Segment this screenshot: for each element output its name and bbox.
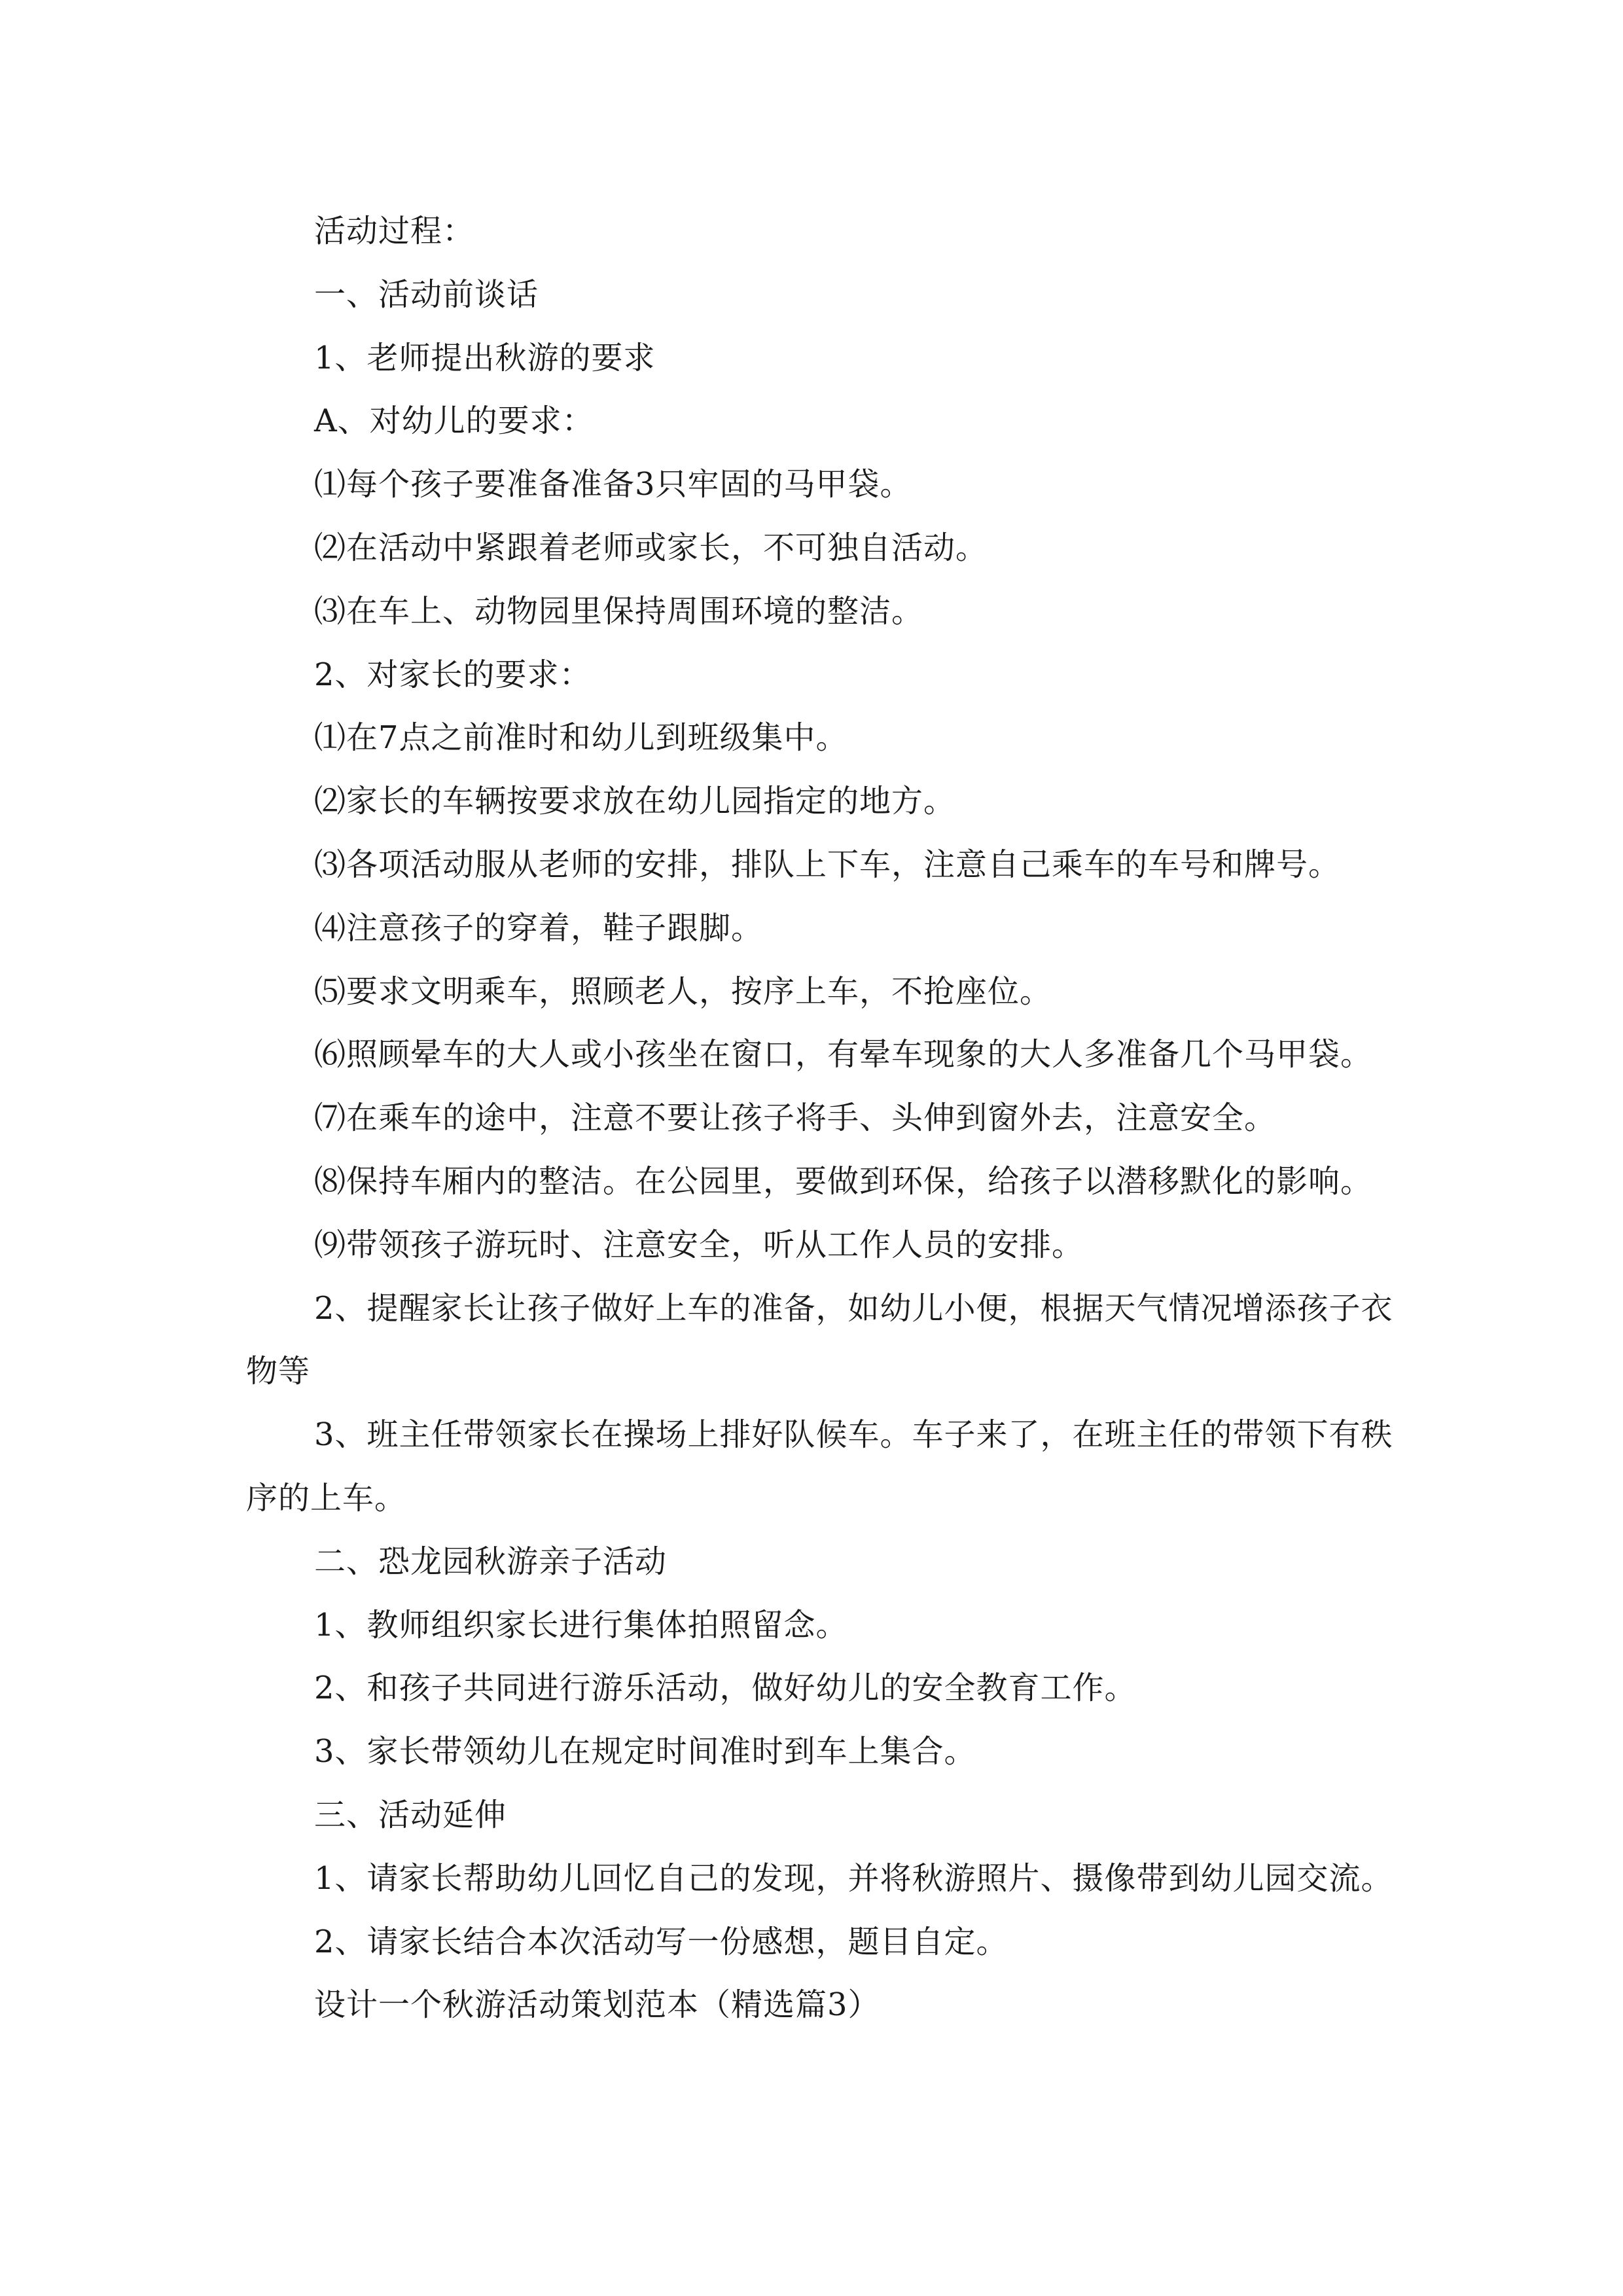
list-item: ⑸要求文明乘车，照顾老人，按序上车，不抢座位。: [314, 973, 1052, 1010]
paragraph: 3、班主任带领家长在操场上排好队候车。车子来了，在班主任的带领下有秩序的上车。: [246, 1416, 1393, 1516]
list-item: ⑶在车上、动物园里保持周围环境的整洁。: [314, 592, 924, 630]
list-item: ⑴每个孩子要准备准备3只牢固的马甲袋。: [314, 466, 912, 503]
list-item: ⑹照顾晕车的大人或小孩坐在窗口，有晕车现象的大人多准备几个马甲袋。: [314, 1036, 1373, 1073]
list-item: 1、教师组织家长进行集体拍照留念。: [314, 1606, 848, 1643]
list-item: ⑶各项活动服从老师的安排，排队上下车，注意自己乘车的车号和牌号。: [314, 846, 1341, 883]
section-heading: 二、恐龙园秋游亲子活动: [314, 1543, 668, 1580]
list-item: 2、请家长结合本次活动写一份感想，题目自定。: [314, 1923, 1008, 1960]
section-heading: 一、活动前谈话: [314, 276, 539, 313]
list-item: ⑻保持车厢内的整洁。在公园里，要做到环保，给孩子以潜移默化的影响。: [314, 1162, 1373, 1200]
section-heading: 三、活动延伸: [314, 1796, 507, 1833]
list-item: 1、请家长帮助幼儿回忆自己的发现，并将秋游照片、摄像带到幼儿园交流。: [314, 1859, 1393, 1897]
list-item: ⑺在乘车的途中，注意不要让孩子将手、头伸到窗外去，注意安全。: [314, 1100, 1277, 1137]
subsection-heading: 1、老师提出秋游的要求: [314, 339, 656, 376]
subsection-heading: 2、对家长的要求：: [314, 656, 592, 693]
document-title: 设计一个秋游活动策划范本（精选篇3）: [314, 1986, 880, 2024]
document-body: [246, 200, 1411, 2037]
list-item: ⑼带领孩子游玩时、注意安全，听从工作人员的安排。: [314, 1226, 1084, 1263]
subsection-heading: A、对幼儿的要求：: [314, 403, 594, 440]
list-item: ⑵家长的车辆按要求放在幼儿园指定的地方。: [314, 783, 956, 820]
list-item: ⑵在活动中紧跟着老师或家长，不可独自活动。: [314, 529, 988, 566]
section-heading: 活动过程：: [314, 213, 475, 249]
paragraph: 2、提醒家长让孩子做好上车的准备，如幼儿小便，根据天气情况增添孩子衣物等: [246, 1289, 1393, 1390]
list-item: ⑷注意孩子的穿着，鞋子跟脚。: [314, 909, 764, 946]
list-item: ⑴在7点之前准时和幼儿到班级集中。: [314, 719, 848, 757]
list-item: 2、和孩子共同进行游乐活动，做好幼儿的安全教育工作。: [314, 1670, 1137, 1707]
list-item: 3、家长带领幼儿在规定时间准时到车上集合。: [314, 1733, 976, 1770]
